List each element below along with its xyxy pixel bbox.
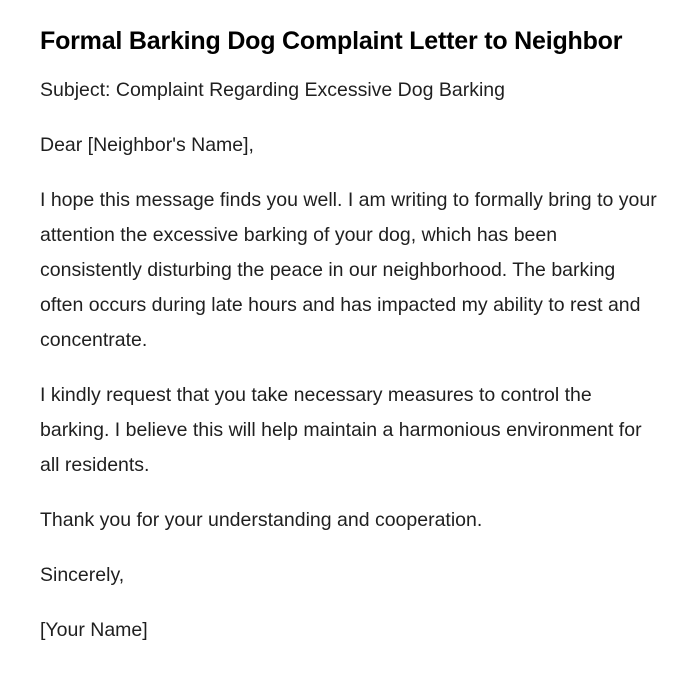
letter-body-paragraph-2: I kindly request that you take necessary measures to control the barking. I believe this will help maintain a harmonious environment for all residents. (40, 384, 642, 476)
letter-title: Formal Barking Dog Complaint Letter to Neighbor (40, 27, 623, 55)
letter-thanks: Thank you for your understanding and cooperation. (40, 509, 483, 531)
letter-signature: [Your Name] (40, 619, 148, 641)
letter-closing: Sincerely, (40, 564, 125, 586)
letter-salutation: Dear [Neighbor's Name], (40, 134, 254, 156)
letter-subject: Subject: Complaint Regarding Excessive Dog Barking (40, 79, 505, 101)
letter-body-paragraph-1: I hope this message finds you well. I am writing to formally bring to your attention the excessive barking of your dog, which has been consistently disturbing the peace in our neighborhood. The barking often occurs during late hours and has impacted my ability to rest and concentrate. (40, 189, 657, 351)
